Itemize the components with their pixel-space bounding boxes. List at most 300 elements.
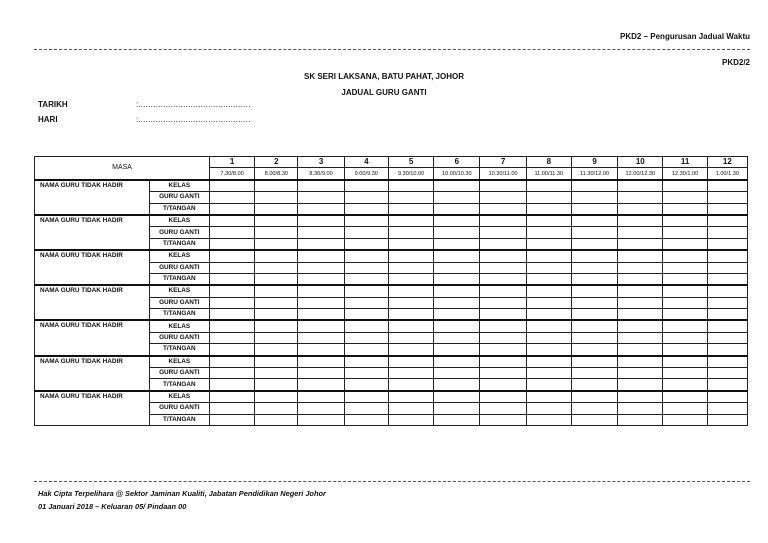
schedule-cell[interactable] [434,309,480,321]
schedule-cell[interactable] [388,356,433,368]
schedule-cell[interactable] [388,285,433,297]
schedule-cell[interactable] [571,215,617,227]
schedule-cell[interactable] [209,379,254,391]
schedule-cell[interactable] [571,250,617,262]
schedule-cell[interactable] [618,403,663,414]
schedule-cell[interactable] [526,379,571,391]
schedule-cell[interactable] [571,203,617,215]
schedule-cell[interactable] [663,379,707,391]
schedule-cell[interactable] [344,285,388,297]
schedule-cell[interactable] [255,320,298,332]
schedule-cell[interactable] [526,215,571,227]
schedule-cell[interactable] [344,344,388,356]
absent-teacher-cell: NAMA GURU TIDAK HADIR [35,320,150,355]
schedule-cell[interactable] [344,180,388,192]
schedule-cell[interactable] [663,320,707,332]
schedule-cell[interactable] [255,250,298,262]
schedule-cell[interactable] [209,215,254,227]
schedule-cell[interactable] [298,238,344,250]
schedule-cell[interactable] [480,285,526,297]
schedule-cell[interactable] [571,180,617,192]
schedule-cell[interactable] [663,309,707,321]
row-label: GURU GANTI [149,262,209,273]
schedule-cell[interactable] [388,203,433,215]
schedule-cell[interactable] [255,215,298,227]
schedule-cell[interactable] [344,403,388,414]
schedule-cell[interactable] [571,368,617,379]
schedule-cell[interactable] [344,238,388,250]
schedule-cell[interactable] [388,262,433,273]
tarikh-field [38,100,250,109]
schedule-cell[interactable] [663,192,707,203]
schedule-cell[interactable] [571,192,617,203]
schedule-cell[interactable] [663,368,707,379]
schedule-cell[interactable] [255,403,298,414]
schedule-cell[interactable] [344,203,388,215]
schedule-cell[interactable] [344,309,388,321]
schedule-cell[interactable] [298,227,344,238]
schedule-cell[interactable] [434,238,480,250]
schedule-cell[interactable] [707,227,747,238]
schedule-cell[interactable] [618,285,663,297]
period-number: 6 [434,157,480,168]
schedule-cell[interactable] [388,403,433,414]
row-label: KELAS [149,285,209,297]
schedule-cell[interactable] [255,297,298,308]
schedule-cell[interactable] [344,227,388,238]
schedule-cell[interactable] [298,262,344,273]
schedule-cell[interactable] [209,391,254,403]
row-label: GURU GANTI [149,227,209,238]
schedule-cell[interactable] [255,238,298,250]
period-number: 12 [707,157,747,168]
schedule-cell[interactable] [618,250,663,262]
schedule-cell[interactable] [707,332,747,343]
schedule-cell[interactable] [255,368,298,379]
schedule-cell[interactable] [571,320,617,332]
schedule-cell[interactable] [526,285,571,297]
schedule-cell[interactable] [526,332,571,343]
schedule-cell[interactable] [618,391,663,403]
schedule-cell[interactable] [388,227,433,238]
schedule-cell[interactable] [618,262,663,273]
schedule-cell[interactable] [209,368,254,379]
schedule-cell[interactable] [618,215,663,227]
schedule-cell[interactable] [526,273,571,285]
schedule-cell[interactable] [209,192,254,203]
schedule-cell[interactable] [209,297,254,308]
schedule-cell[interactable] [526,250,571,262]
schedule-cell[interactable] [526,297,571,308]
schedule-cell[interactable] [526,262,571,273]
schedule-cell[interactable] [434,192,480,203]
schedule-cell[interactable] [480,332,526,343]
schedule-cell[interactable] [707,344,747,356]
schedule-cell[interactable] [571,262,617,273]
schedule-cell[interactable] [344,391,388,403]
schedule-cell[interactable] [480,414,526,425]
row-label: T/TANGAN [149,379,209,391]
schedule-cell[interactable] [571,273,617,285]
schedule-cell[interactable] [344,414,388,425]
schedule-cell[interactable] [480,379,526,391]
schedule-cell[interactable] [663,227,707,238]
period-time: 8.30/9.00 [298,168,344,180]
schedule-cell[interactable] [618,320,663,332]
schedule-cell[interactable] [707,403,747,414]
schedule-cell[interactable] [255,227,298,238]
schedule-cell[interactable] [526,227,571,238]
schedule-cell[interactable] [663,215,707,227]
schedule-cell[interactable] [526,356,571,368]
schedule-cell[interactable] [571,227,617,238]
schedule-cell[interactable] [480,192,526,203]
schedule-cell[interactable] [298,285,344,297]
schedule-cell[interactable] [298,356,344,368]
schedule-cell[interactable] [298,403,344,414]
schedule-cell[interactable] [209,309,254,321]
schedule-cell[interactable] [618,379,663,391]
schedule-cell[interactable] [526,309,571,321]
schedule-cell[interactable] [255,344,298,356]
schedule-cell[interactable] [663,273,707,285]
period-number: 9 [571,157,617,168]
schedule-cell[interactable] [255,262,298,273]
schedule-cell[interactable] [480,309,526,321]
schedule-cell[interactable] [663,250,707,262]
schedule-cell[interactable] [209,238,254,250]
schedule-cell[interactable] [388,332,433,343]
schedule-cell[interactable] [618,203,663,215]
schedule-cell[interactable] [434,250,480,262]
schedule-cell[interactable] [388,297,433,308]
schedule-cell[interactable] [571,238,617,250]
schedule-cell[interactable] [298,273,344,285]
schedule-cell[interactable] [298,414,344,425]
schedule-cell[interactable] [255,379,298,391]
schedule-cell[interactable] [388,273,433,285]
schedule-cell[interactable] [618,368,663,379]
schedule-cell[interactable] [618,414,663,425]
schedule-cell[interactable] [526,203,571,215]
schedule-cell[interactable] [707,379,747,391]
schedule-cell[interactable] [388,250,433,262]
schedule-cell[interactable] [480,215,526,227]
schedule-cell[interactable] [298,250,344,262]
schedule-cell[interactable] [707,192,747,203]
schedule-cell[interactable] [209,273,254,285]
schedule-cell[interactable] [618,192,663,203]
schedule-cell[interactable] [663,344,707,356]
schedule-cell[interactable] [298,192,344,203]
schedule-cell[interactable] [344,320,388,332]
schedule-cell[interactable] [344,273,388,285]
schedule-cell[interactable] [388,180,433,192]
period-time: 9.00/9.30 [344,168,388,180]
schedule-cell[interactable] [707,391,747,403]
schedule-cell[interactable] [298,203,344,215]
schedule-cell[interactable] [298,368,344,379]
schedule-cell[interactable] [480,356,526,368]
schedule-cell[interactable] [209,332,254,343]
table-row [35,320,748,332]
row-label: T/TANGAN [149,238,209,250]
row-label: T/TANGAN [149,273,209,285]
schedule-cell[interactable] [526,403,571,414]
hari-field [38,115,250,124]
schedule-cell[interactable] [209,203,254,215]
schedule-cell[interactable] [663,180,707,192]
schedule-cell[interactable] [571,332,617,343]
schedule-cell[interactable] [663,391,707,403]
relief-teacher-table [34,156,748,426]
schedule-cell[interactable] [344,368,388,379]
schedule-cell[interactable] [663,203,707,215]
schedule-cell[interactable] [618,356,663,368]
schedule-cell[interactable] [388,192,433,203]
schedule-cell[interactable] [255,180,298,192]
period-number: 10 [618,157,663,168]
schedule-cell[interactable] [344,262,388,273]
schedule-cell[interactable] [209,320,254,332]
masa-header: MASA [35,157,210,180]
schedule-cell[interactable] [255,203,298,215]
document-reference: PKD2 – Pengurusan Jadual Waktu [620,32,750,41]
schedule-cell[interactable] [255,414,298,425]
schedule-cell[interactable] [434,379,480,391]
period-time: 11.00/11.30 [526,168,571,180]
schedule-cell[interactable] [663,403,707,414]
schedule-cell[interactable] [480,368,526,379]
schedule-cell[interactable] [618,227,663,238]
schedule-cell[interactable] [571,309,617,321]
schedule-cell[interactable] [388,379,433,391]
schedule-cell[interactable] [388,320,433,332]
schedule-cell[interactable] [707,368,747,379]
schedule-cell[interactable] [298,309,344,321]
schedule-cell[interactable] [480,238,526,250]
schedule-cell[interactable] [526,192,571,203]
schedule-cell[interactable] [434,215,480,227]
schedule-cell[interactable] [707,238,747,250]
schedule-cell[interactable] [480,320,526,332]
schedule-cell[interactable] [388,368,433,379]
schedule-cell[interactable] [663,356,707,368]
row-label: KELAS [149,215,209,227]
schedule-cell[interactable] [526,391,571,403]
schedule-cell[interactable] [618,309,663,321]
copyright-text: Hak Cipta Terpelihara @ Sektor Jaminan Kualiti, Jabatan Pendidikan Negeri Johor [38,489,326,498]
schedule-cell[interactable] [388,391,433,403]
schedule-cell[interactable] [526,180,571,192]
schedule-cell[interactable] [571,344,617,356]
schedule-cell[interactable] [707,180,747,192]
schedule-cell[interactable] [618,273,663,285]
schedule-cell[interactable] [344,379,388,391]
header-divider [34,49,750,50]
schedule-cell[interactable] [209,403,254,414]
schedule-cell[interactable] [618,238,663,250]
schedule-cell[interactable] [209,344,254,356]
schedule-cell[interactable] [434,297,480,308]
schedule-cell[interactable] [571,391,617,403]
schedule-cell[interactable] [388,414,433,425]
absent-teacher-cell: NAMA GURU TIDAK HADIR [35,250,150,285]
schedule-cell[interactable] [707,356,747,368]
schedule-cell[interactable] [526,344,571,356]
schedule-cell[interactable] [480,391,526,403]
schedule-cell[interactable] [434,356,480,368]
schedule-cell[interactable] [571,297,617,308]
schedule-cell[interactable] [707,414,747,425]
schedule-cell[interactable] [571,285,617,297]
schedule-cell[interactable] [571,356,617,368]
period-number: 4 [344,157,388,168]
schedule-cell[interactable] [298,391,344,403]
schedule-cell[interactable] [480,250,526,262]
schedule-cell[interactable] [209,227,254,238]
schedule-cell[interactable] [434,414,480,425]
schedule-cell[interactable] [707,273,747,285]
tarikh-input[interactable]: :……………………………………… [136,100,251,109]
schedule-cell[interactable] [434,285,480,297]
schedule-cell[interactable] [571,403,617,414]
schedule-cell[interactable] [707,250,747,262]
period-time: 10.00/10.30 [434,168,480,180]
schedule-cell[interactable] [434,227,480,238]
schedule-cell[interactable] [663,332,707,343]
schedule-cell[interactable] [344,192,388,203]
school-name: SK SERI LAKSANA, BATU PAHAT, JOHOR [303,72,464,81]
schedule-cell[interactable] [209,285,254,297]
hari-input[interactable]: :……………………………………… [136,115,251,124]
schedule-cell[interactable] [707,262,747,273]
schedule-cell[interactable] [388,344,433,356]
schedule-cell[interactable] [255,332,298,343]
table-row [35,250,748,262]
schedule-cell[interactable] [434,180,480,192]
schedule-cell[interactable] [480,273,526,285]
schedule-cell[interactable] [571,414,617,425]
schedule-cell[interactable] [663,262,707,273]
schedule-cell[interactable] [663,285,707,297]
schedule-cell[interactable] [388,238,433,250]
schedule-cell[interactable] [526,238,571,250]
schedule-cell[interactable] [434,203,480,215]
absent-teacher-cell: NAMA GURU TIDAK HADIR [35,215,150,250]
schedule-cell[interactable] [209,356,254,368]
schedule-cell[interactable] [707,297,747,308]
schedule-cell[interactable] [344,250,388,262]
schedule-cell[interactable] [344,356,388,368]
row-label: GURU GANTI [149,192,209,203]
schedule-cell[interactable] [480,297,526,308]
row-label: GURU GANTI [149,332,209,343]
schedule-cell[interactable] [298,344,344,356]
table-row [35,180,748,192]
schedule-cell[interactable] [255,309,298,321]
schedule-cell[interactable] [663,414,707,425]
form-code: PKD2/2 [721,58,750,67]
schedule-cell[interactable] [298,332,344,343]
schedule-cell[interactable] [618,344,663,356]
schedule-cell[interactable] [480,344,526,356]
row-label: T/TANGAN [149,203,209,215]
schedule-cell[interactable] [434,262,480,273]
schedule-cell[interactable] [526,368,571,379]
schedule-cell[interactable] [255,273,298,285]
schedule-cell[interactable] [707,309,747,321]
period-time: 8.00/8.30 [255,168,298,180]
schedule-cell[interactable] [344,215,388,227]
schedule-cell[interactable] [618,332,663,343]
schedule-cell[interactable] [663,238,707,250]
schedule-cell[interactable] [388,215,433,227]
schedule-cell[interactable] [209,414,254,425]
schedule-cell[interactable] [707,285,747,297]
schedule-cell[interactable] [480,262,526,273]
schedule-cell[interactable] [480,203,526,215]
period-number: 2 [255,157,298,168]
schedule-cell[interactable] [298,379,344,391]
schedule-cell[interactable] [298,297,344,308]
period-time: 10.30/11.00 [480,168,526,180]
period-number-row [35,157,748,168]
schedule-cell[interactable] [618,180,663,192]
schedule-cell[interactable] [480,403,526,414]
schedule-cell[interactable] [434,368,480,379]
hari-label: HARI [38,115,58,124]
tarikh-label: TARIKH [38,100,68,109]
schedule-cell[interactable] [434,273,480,285]
schedule-cell[interactable] [526,414,571,425]
absent-teacher-cell: NAMA GURU TIDAK HADIR [35,180,150,215]
schedule-cell[interactable] [388,309,433,321]
schedule-cell[interactable] [255,285,298,297]
absent-teacher-cell: NAMA GURU TIDAK HADIR [35,391,150,426]
schedule-cell[interactable] [707,320,747,332]
schedule-cell[interactable] [434,344,480,356]
schedule-cell[interactable] [434,391,480,403]
schedule-cell[interactable] [255,391,298,403]
schedule-cell[interactable] [434,403,480,414]
row-label: KELAS [149,391,209,403]
schedule-cell[interactable] [298,180,344,192]
period-number: 3 [298,157,344,168]
schedule-cell[interactable] [209,250,254,262]
schedule-cell[interactable] [298,320,344,332]
schedule-cell[interactable] [663,297,707,308]
schedule-cell[interactable] [298,215,344,227]
schedule-cell[interactable] [434,332,480,343]
schedule-cell[interactable] [255,192,298,203]
schedule-cell[interactable] [480,227,526,238]
schedule-cell[interactable] [434,320,480,332]
row-label: KELAS [149,320,209,332]
schedule-cell[interactable] [526,320,571,332]
schedule-cell[interactable] [209,180,254,192]
schedule-cell[interactable] [480,180,526,192]
schedule-cell[interactable] [209,262,254,273]
schedule-cell[interactable] [707,215,747,227]
schedule-cell[interactable] [255,356,298,368]
schedule-cell[interactable] [618,297,663,308]
schedule-cell[interactable] [707,203,747,215]
period-number: 1 [209,157,254,168]
schedule-cell[interactable] [344,297,388,308]
schedule-cell[interactable] [344,332,388,343]
schedule-cell[interactable] [571,379,617,391]
